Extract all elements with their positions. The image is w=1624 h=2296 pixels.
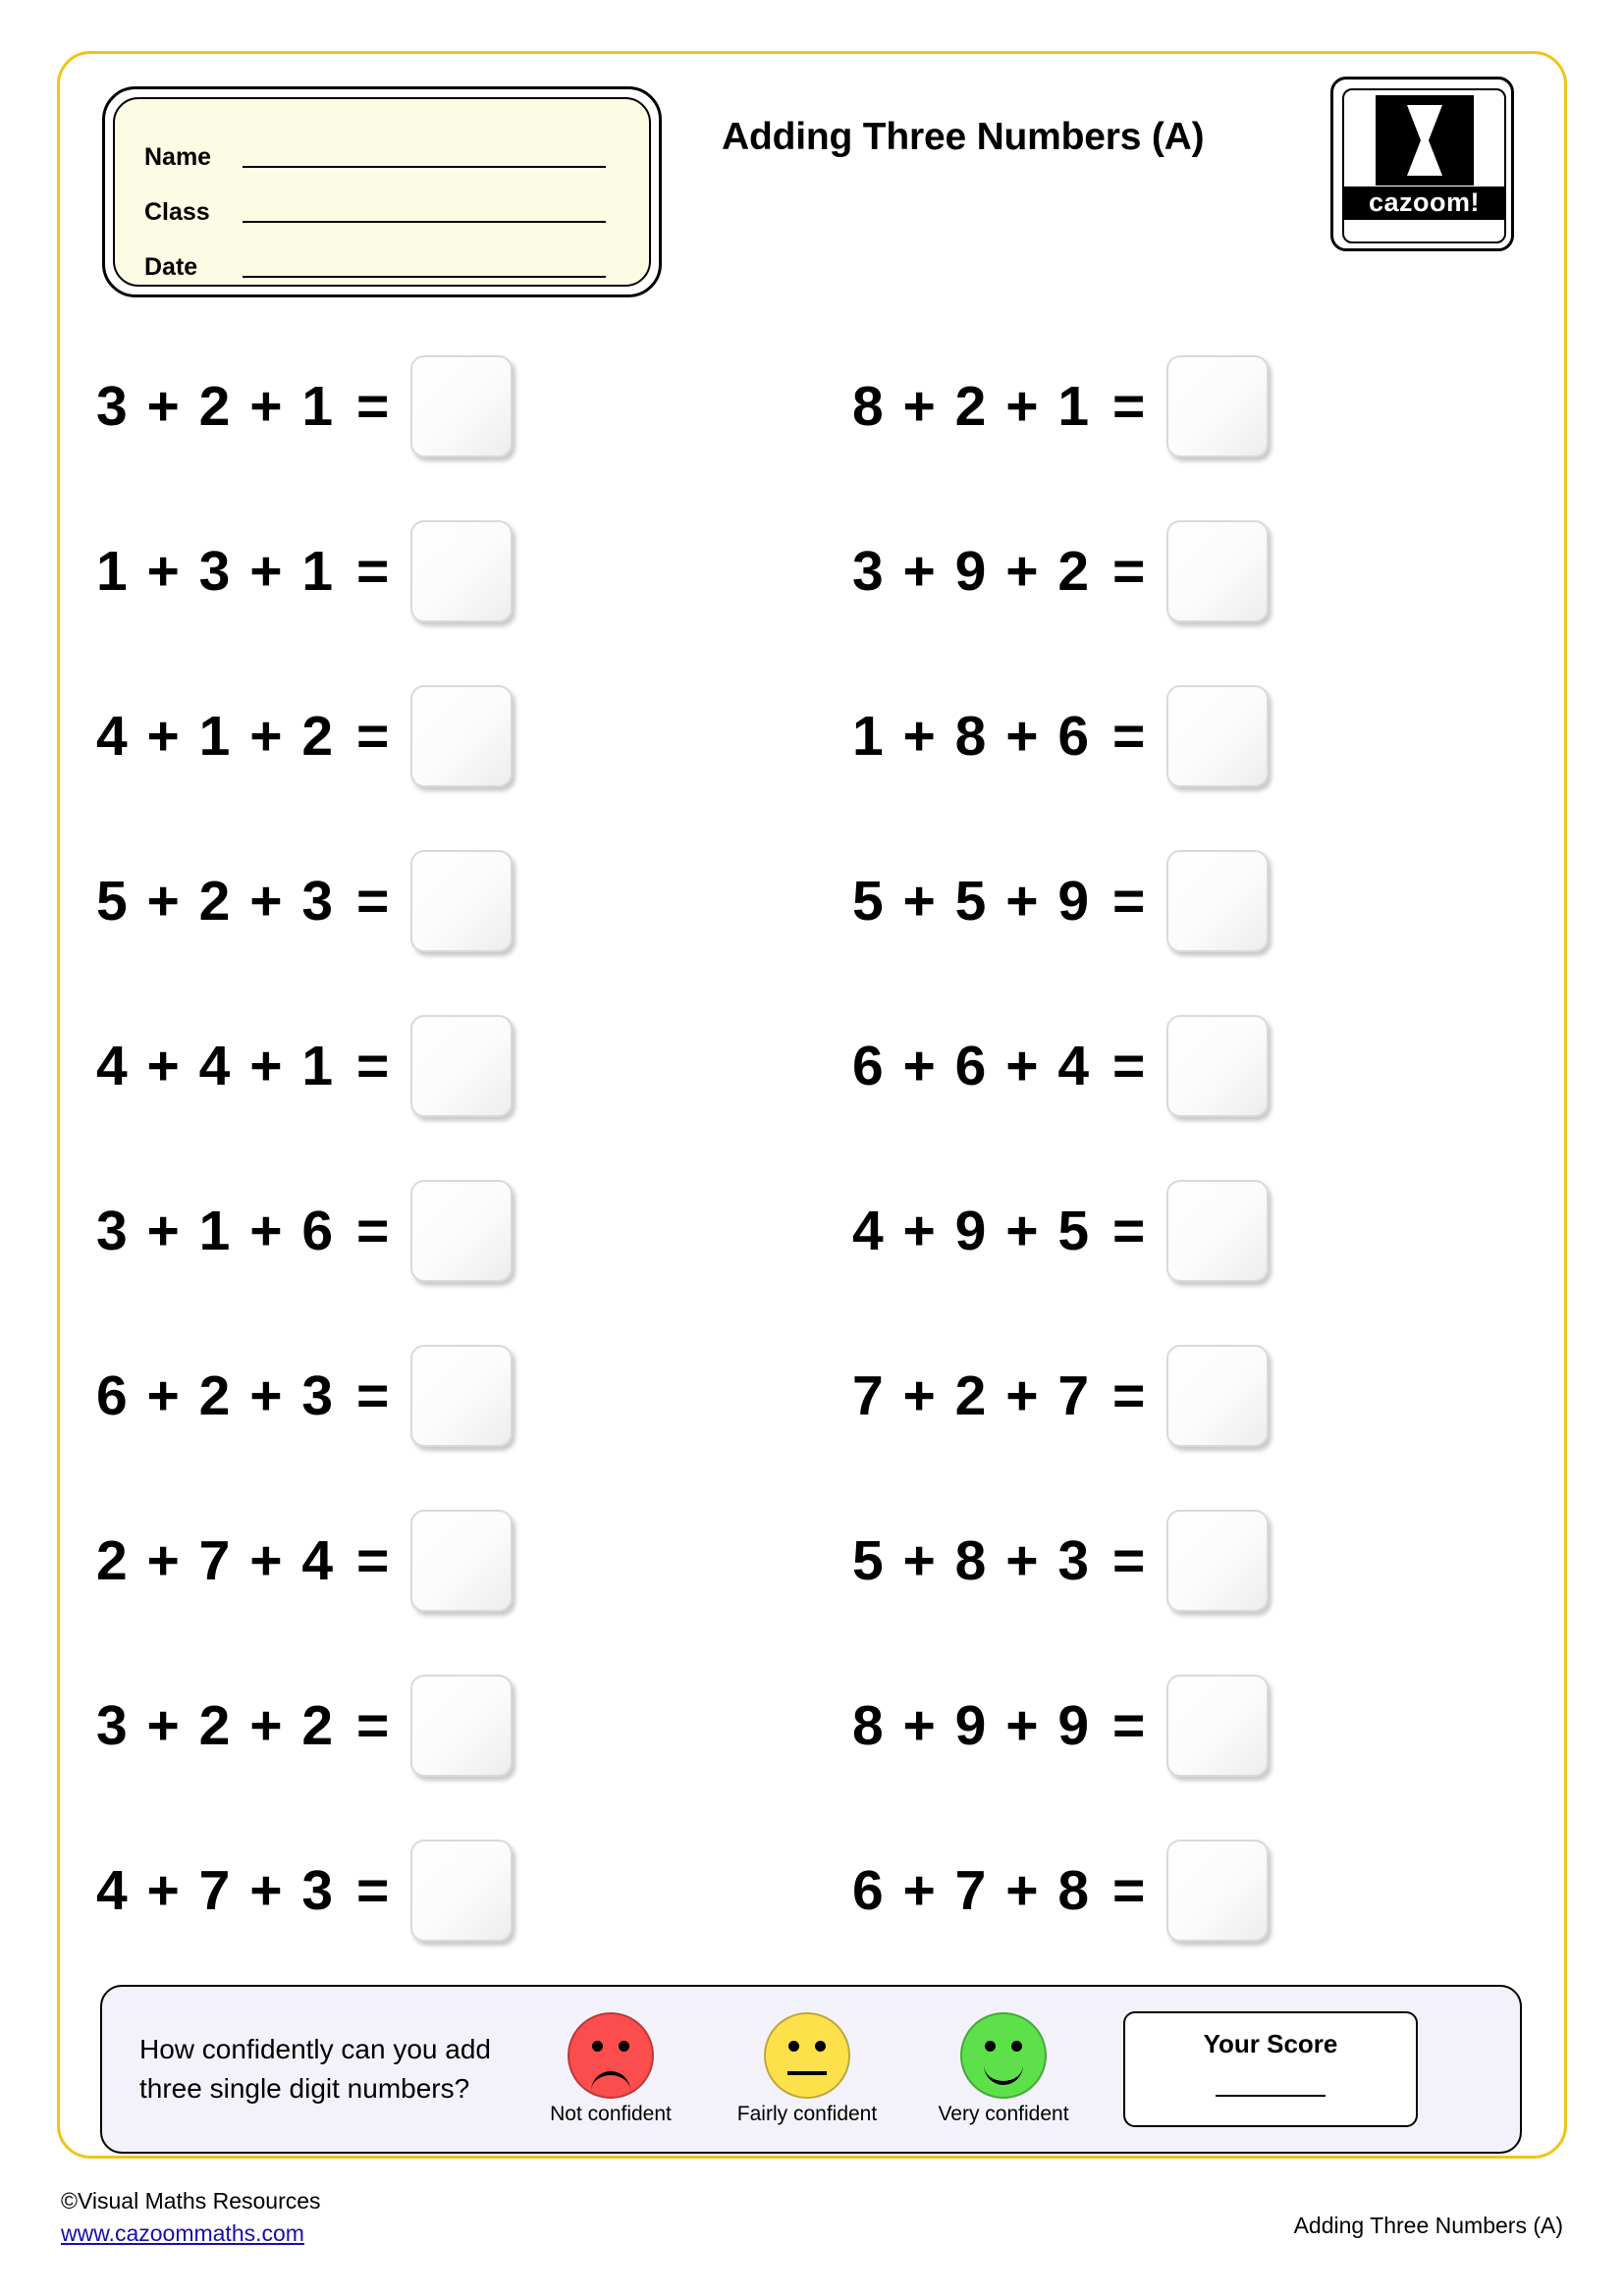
date-label: Date (144, 253, 198, 281)
confidence-bar (100, 1985, 1522, 2154)
cazoom-logo (1330, 77, 1514, 251)
copyright-text: ©Visual Maths Resources (61, 2188, 321, 2214)
answer-box[interactable] (1166, 1015, 1269, 1117)
class-label: Class (144, 198, 210, 226)
question-expression: 7 + 2 + 7 (852, 1364, 1092, 1427)
question-row (96, 1148, 784, 1313)
question-row (96, 1643, 784, 1808)
answer-box[interactable] (410, 355, 513, 457)
answer-box[interactable] (410, 850, 513, 952)
question-expression: 4 + 9 + 5 (852, 1200, 1092, 1262)
cazoom-logo-text: cazoom! (1344, 187, 1504, 220)
confidence-option-very-confident[interactable] (905, 2012, 1102, 2126)
equals-sign: = (356, 1364, 390, 1427)
question-row (852, 324, 1540, 489)
equals-sign: = (356, 1035, 390, 1097)
hourglass-shape (1376, 95, 1474, 186)
answer-box[interactable] (410, 1180, 513, 1282)
confidence-label: Not confident (550, 2103, 672, 2125)
question-row (852, 1478, 1540, 1643)
question-row (852, 1808, 1540, 1973)
equals-sign: = (356, 540, 390, 603)
class-input-line[interactable] (243, 220, 606, 223)
question-expression: 4 + 1 + 2 (96, 705, 336, 768)
question-expression: 5 + 2 + 3 (96, 870, 336, 933)
cazoom-logo-inner (1342, 88, 1506, 243)
answer-box[interactable] (1166, 685, 1269, 787)
answer-box[interactable] (1166, 1345, 1269, 1447)
answer-box[interactable] (410, 1015, 513, 1117)
cazoom-hourglass-icon (1376, 95, 1474, 186)
question-expression: 8 + 9 + 9 (852, 1694, 1092, 1757)
answer-box[interactable] (410, 520, 513, 622)
answer-box[interactable] (1166, 1180, 1269, 1282)
question-expression: 6 + 7 + 8 (852, 1859, 1092, 1922)
equals-sign: = (356, 870, 390, 933)
answer-box[interactable] (410, 1840, 513, 1942)
equals-sign: = (356, 1200, 390, 1262)
question-expression: 3 + 1 + 6 (96, 1200, 336, 1262)
question-row (852, 1313, 1540, 1478)
student-info-inner (113, 97, 651, 287)
questions-column-left (96, 324, 784, 1973)
question-expression: 2 + 7 + 4 (96, 1529, 336, 1592)
question-row (96, 1808, 784, 1973)
question-expression: 1 + 3 + 1 (96, 540, 336, 603)
question-row (96, 489, 784, 654)
neutral-face-icon (764, 2012, 850, 2099)
confidence-label: Fairly confident (736, 2103, 878, 2125)
question-expression: 3 + 2 + 1 (96, 375, 336, 438)
question-row (852, 1643, 1540, 1808)
answer-box[interactable] (1166, 520, 1269, 622)
confidence-prompt: How confidently can you add three single digit numbers? (139, 2034, 491, 2104)
date-row (144, 231, 620, 286)
answer-box[interactable] (1166, 850, 1269, 952)
happy-face-icon (960, 2012, 1047, 2099)
question-expression: 3 + 2 + 2 (96, 1694, 336, 1757)
questions-column-right (852, 324, 1540, 1973)
class-row (144, 176, 620, 231)
equals-sign: = (356, 1859, 390, 1922)
confidence-option-not-confident[interactable] (513, 2012, 709, 2126)
confidence-option-fairly-confident[interactable] (709, 2012, 905, 2126)
question-expression: 4 + 7 + 3 (96, 1859, 336, 1922)
answer-box[interactable] (1166, 355, 1269, 457)
questions-area (57, 324, 1567, 1973)
footer-right-label: Adding Three Numbers (A) (1293, 2213, 1563, 2238)
name-row (144, 121, 620, 176)
equals-sign: = (1112, 1200, 1146, 1262)
answer-box[interactable] (1166, 1510, 1269, 1612)
question-row (96, 324, 784, 489)
equals-sign: = (1112, 375, 1146, 438)
equals-sign: = (1112, 1859, 1146, 1922)
equals-sign: = (356, 1694, 390, 1757)
answer-box[interactable] (410, 1675, 513, 1777)
question-row (852, 1148, 1540, 1313)
question-row (96, 654, 784, 819)
score-input-line[interactable] (1216, 2095, 1326, 2097)
date-input-line[interactable] (243, 275, 606, 278)
question-row (852, 654, 1540, 819)
page-title: Adding Three Numbers (A) (722, 116, 1205, 158)
score-title: Your Score (1203, 2029, 1338, 2058)
question-row (96, 984, 784, 1148)
name-label: Name (144, 143, 212, 171)
equals-sign: = (1112, 1364, 1146, 1427)
question-row (852, 489, 1540, 654)
question-expression: 3 + 9 + 2 (852, 540, 1092, 603)
equals-sign: = (1112, 1035, 1146, 1097)
website-link[interactable]: www.cazoommaths.com (61, 2220, 304, 2247)
score-box[interactable] (1123, 2011, 1418, 2127)
sad-face-icon (568, 2012, 654, 2099)
question-expression: 8 + 2 + 1 (852, 375, 1092, 438)
answer-box[interactable] (1166, 1840, 1269, 1942)
question-row (852, 984, 1540, 1148)
answer-box[interactable] (410, 685, 513, 787)
question-row (96, 1478, 784, 1643)
question-row (96, 819, 784, 984)
answer-box[interactable] (1166, 1675, 1269, 1777)
question-expression: 6 + 2 + 3 (96, 1364, 336, 1427)
equals-sign: = (356, 1529, 390, 1592)
question-expression: 1 + 8 + 6 (852, 705, 1092, 768)
equals-sign: = (1112, 1694, 1146, 1757)
equals-sign: = (1112, 870, 1146, 933)
question-row (852, 819, 1540, 984)
question-expression: 5 + 8 + 3 (852, 1529, 1092, 1592)
question-row (96, 1313, 784, 1478)
confidence-label: Very confident (938, 2103, 1069, 2125)
equals-sign: = (1112, 705, 1146, 768)
answer-box[interactable] (410, 1510, 513, 1612)
question-expression: 4 + 4 + 1 (96, 1035, 336, 1097)
confidence-faces (513, 2012, 1102, 2126)
equals-sign: = (1112, 1529, 1146, 1592)
question-expression: 5 + 5 + 9 (852, 870, 1092, 933)
name-input-line[interactable] (243, 165, 606, 168)
question-expression: 6 + 6 + 4 (852, 1035, 1092, 1097)
answer-box[interactable] (410, 1345, 513, 1447)
equals-sign: = (1112, 540, 1146, 603)
footer-left (61, 2185, 321, 2251)
student-info-box (102, 86, 662, 297)
equals-sign: = (356, 375, 390, 438)
equals-sign: = (356, 705, 390, 768)
